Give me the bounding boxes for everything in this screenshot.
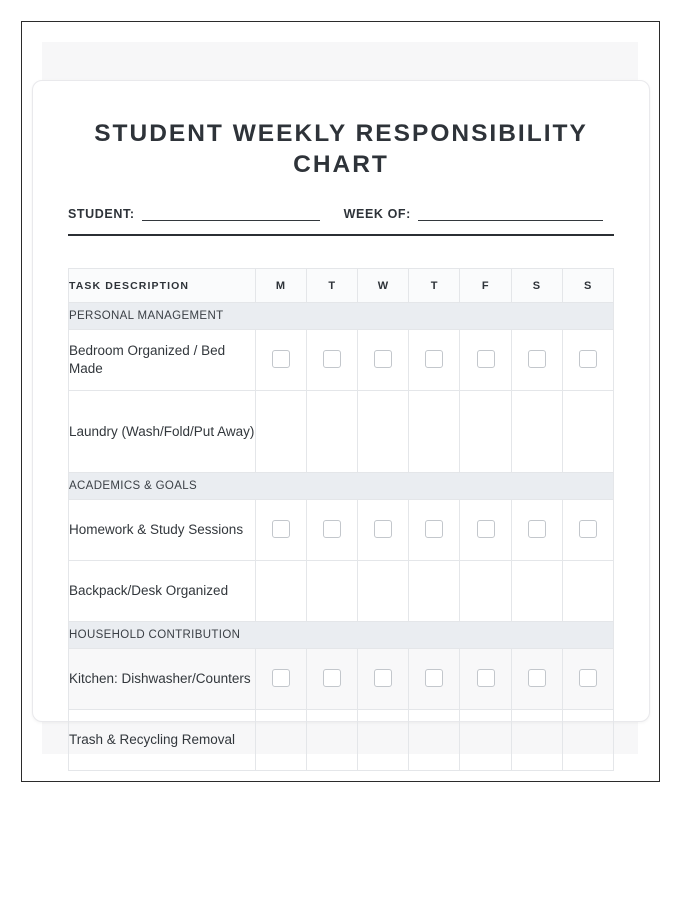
task-day-cell[interactable] (511, 710, 562, 771)
checkbox[interactable] (323, 350, 341, 368)
task-day-cell[interactable] (409, 500, 460, 561)
task-day-cell[interactable] (255, 330, 306, 391)
checkbox[interactable] (425, 520, 443, 538)
page-title: STUDENT WEEKLY RESPONSIBILITY CHART (94, 120, 588, 179)
task-day-cell[interactable] (511, 330, 562, 391)
task-day-cell[interactable] (255, 710, 306, 771)
section-title: PERSONAL MANAGEMENT (69, 303, 614, 330)
checkbox[interactable] (323, 520, 341, 538)
task-day-cell[interactable] (358, 561, 409, 622)
column-header-day-1: T (306, 269, 357, 303)
task-day-cell[interactable] (460, 561, 511, 622)
task-day-cell[interactable] (358, 391, 409, 473)
task-description-cell: Kitchen: Dishwasher/Counters (69, 649, 256, 710)
checkbox[interactable] (425, 350, 443, 368)
task-day-cell[interactable] (562, 710, 613, 771)
checkbox[interactable] (272, 669, 290, 687)
task-day-cell[interactable] (511, 561, 562, 622)
responsibility-table (68, 268, 614, 771)
table-head (69, 269, 614, 303)
task-day-cell[interactable] (562, 330, 613, 391)
checkbox[interactable] (374, 520, 392, 538)
task-description-cell: Trash & Recycling Removal (69, 710, 256, 771)
week-of-field[interactable] (344, 207, 603, 221)
task-day-cell[interactable] (409, 330, 460, 391)
task-day-cell[interactable] (562, 391, 613, 473)
task-day-cell[interactable] (306, 649, 357, 710)
table-row (69, 710, 614, 771)
table-row (69, 649, 614, 710)
checkbox[interactable] (374, 350, 392, 368)
task-day-cell[interactable] (562, 500, 613, 561)
column-header-day-6: S (562, 269, 613, 303)
task-description-cell: Laundry (Wash/Fold/Put Away) (69, 391, 256, 473)
checkbox[interactable] (477, 350, 495, 368)
task-day-cell[interactable] (409, 391, 460, 473)
task-day-cell[interactable] (460, 649, 511, 710)
table-body (69, 303, 614, 771)
task-description-cell: Backpack/Desk Organized (69, 561, 256, 622)
task-description-cell: Bedroom Organized / Bed Made (69, 330, 256, 391)
student-field[interactable] (68, 207, 320, 221)
task-day-cell[interactable] (409, 649, 460, 710)
task-day-cell[interactable] (511, 500, 562, 561)
checkbox[interactable] (425, 669, 443, 687)
task-day-cell[interactable] (306, 561, 357, 622)
checkbox[interactable] (272, 520, 290, 538)
task-day-cell[interactable] (409, 561, 460, 622)
task-day-cell[interactable] (562, 561, 613, 622)
task-day-cell[interactable] (460, 330, 511, 391)
task-day-cell[interactable] (460, 500, 511, 561)
section-title: ACADEMICS & GOALS (69, 473, 614, 500)
task-day-cell[interactable] (255, 561, 306, 622)
column-header-day-2: W (358, 269, 409, 303)
checkbox[interactable] (579, 350, 597, 368)
header-divider-rule (68, 234, 614, 236)
task-day-cell[interactable] (255, 500, 306, 561)
task-day-cell[interactable] (358, 649, 409, 710)
checkbox[interactable] (272, 350, 290, 368)
section-title: HOUSEHOLD CONTRIBUTION (69, 622, 614, 649)
checkbox[interactable] (528, 350, 546, 368)
document-content (32, 80, 650, 771)
task-day-cell[interactable] (306, 500, 357, 561)
checkbox[interactable] (323, 669, 341, 687)
task-day-cell[interactable] (358, 500, 409, 561)
checkbox[interactable] (579, 520, 597, 538)
section-header-row (69, 622, 614, 649)
table-row (69, 500, 614, 561)
column-header-task-description: TASK DESCRIPTION (69, 269, 256, 303)
task-day-cell[interactable] (409, 710, 460, 771)
task-day-cell[interactable] (255, 391, 306, 473)
column-header-day-3: T (409, 269, 460, 303)
meta-row (68, 207, 614, 221)
table-header-row (69, 269, 614, 303)
week-of-label: WEEK OF: (343, 206, 411, 221)
table-row (69, 330, 614, 391)
task-day-cell[interactable] (511, 391, 562, 473)
task-day-cell[interactable] (306, 710, 357, 771)
task-day-cell[interactable] (306, 330, 357, 391)
checkbox[interactable] (477, 520, 495, 538)
task-description-cell: Homework & Study Sessions (69, 500, 256, 561)
task-day-cell[interactable] (255, 649, 306, 710)
task-day-cell[interactable] (460, 391, 511, 473)
section-header-row (69, 473, 614, 500)
table-row (69, 561, 614, 622)
checkbox[interactable] (528, 520, 546, 538)
task-day-cell[interactable] (306, 391, 357, 473)
student-label: STUDENT: (68, 206, 135, 221)
checkbox[interactable] (477, 669, 495, 687)
task-day-cell[interactable] (358, 710, 409, 771)
week-of-input-blank[interactable] (418, 208, 603, 221)
checkbox[interactable] (579, 669, 597, 687)
column-header-day-5: S (511, 269, 562, 303)
task-day-cell[interactable] (460, 710, 511, 771)
student-input-blank[interactable] (142, 208, 320, 221)
task-day-cell[interactable] (358, 330, 409, 391)
column-header-day-4: F (460, 269, 511, 303)
column-header-day-0: M (255, 269, 306, 303)
checkbox[interactable] (528, 669, 546, 687)
task-day-cell[interactable] (562, 649, 613, 710)
checkbox[interactable] (374, 669, 392, 687)
section-header-row (69, 303, 614, 330)
table-row (69, 391, 614, 473)
task-day-cell[interactable] (511, 649, 562, 710)
